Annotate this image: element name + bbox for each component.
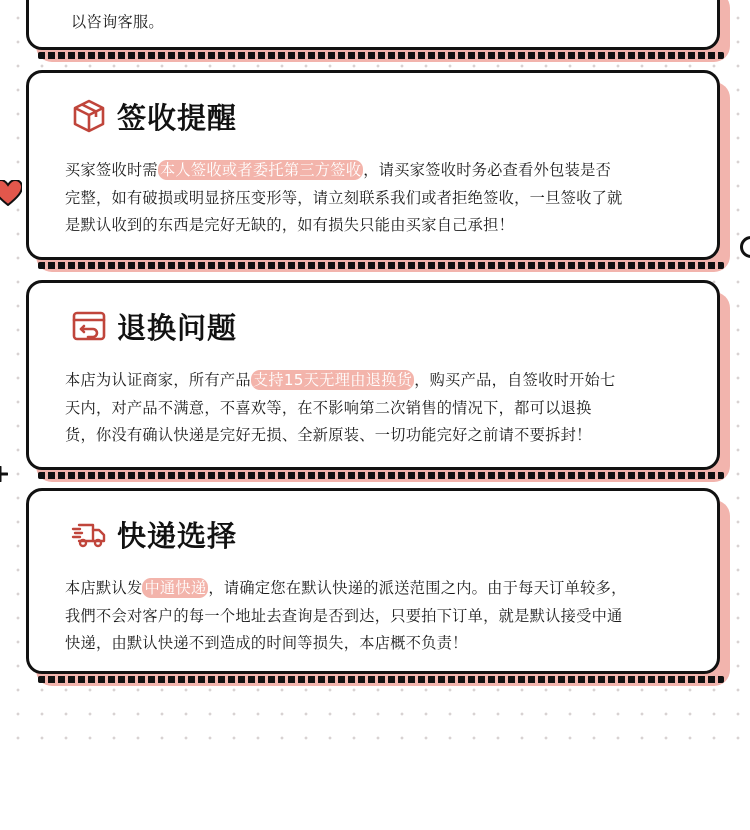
section-card-panel [26, 70, 720, 260]
section-title: 快递选择 [117, 518, 238, 553]
body-text: 完整，如有破损或明显挤压变形等，请立刻联系我们或者拒绝签收，一旦签收了就 [65, 188, 623, 207]
body-text: ，请买家签收时务必查看外包装是否 [363, 161, 612, 179]
highlight-text: 本人签收或者委托第三方签收 [159, 161, 362, 179]
section-card-panel [26, 488, 720, 674]
body-text: 本店默认发 [65, 579, 143, 597]
section-title: 签收提醒 [117, 100, 238, 135]
top-card-panel [26, 0, 720, 50]
section-header [71, 511, 687, 557]
decor-circle [740, 236, 750, 258]
top-card [26, 0, 720, 50]
body-line [65, 185, 687, 213]
body-text: 本店为认证商家，所有产品 [65, 371, 251, 389]
bottom-blank [0, 742, 750, 830]
body-line [65, 212, 687, 240]
section-header [71, 303, 687, 349]
body-text: 买家签收时需 [65, 161, 158, 179]
body-text: ，购买产品，自签收时开始七 [414, 371, 616, 389]
delivery-truck-icon [71, 516, 107, 552]
heart-icon [0, 180, 22, 206]
body-line [65, 157, 687, 185]
highlight-text: 中通快递 [144, 579, 207, 597]
section-card [26, 70, 720, 260]
return-icon [71, 308, 107, 344]
section-body [65, 157, 687, 240]
section-title: 退换问题 [117, 310, 238, 345]
section-body [65, 367, 687, 450]
card-stripe [38, 472, 724, 479]
body-text: 我們不会对客户的每一个地址去查询是否到达，只要拍下订单，就是默认接受中通 [65, 606, 623, 625]
body-text: 天内，对产品不满意，不喜欢等，在不影响第二次销售的情况下，都可以退换 [65, 398, 592, 417]
highlight-text: 支持15天无理由退换货 [252, 371, 413, 389]
section-card-panel [26, 280, 720, 470]
section-card [26, 280, 720, 470]
body-line [65, 630, 687, 658]
box-icon [71, 98, 107, 134]
body-text: 是默认收到的东西是完好无缺的，如有损失只能由买家自己承担！ [65, 216, 515, 234]
plus-icon [0, 466, 8, 482]
section-header [71, 93, 687, 139]
section-card [26, 488, 720, 674]
card-stripe [38, 676, 724, 683]
card-stripe [38, 52, 724, 59]
body-text: 货，你没有确认快递是完好无损、全新原装、一切功能完好之前请不要拆封！ [65, 426, 592, 444]
body-line [65, 422, 687, 450]
section-body [65, 575, 687, 658]
body-line [65, 603, 687, 631]
body-text: 快递，由默认快递不到造成的时间等损失，本店概不负责！ [65, 634, 468, 652]
body-line [65, 575, 687, 603]
body-line [65, 367, 687, 395]
body-text: ，请确定您在默认快递的派送范围之内。由于每天订单较多， [208, 579, 627, 597]
card-stripe [38, 262, 724, 269]
body-line [65, 395, 687, 423]
top-card-text: 以咨询客服。 [71, 13, 164, 31]
